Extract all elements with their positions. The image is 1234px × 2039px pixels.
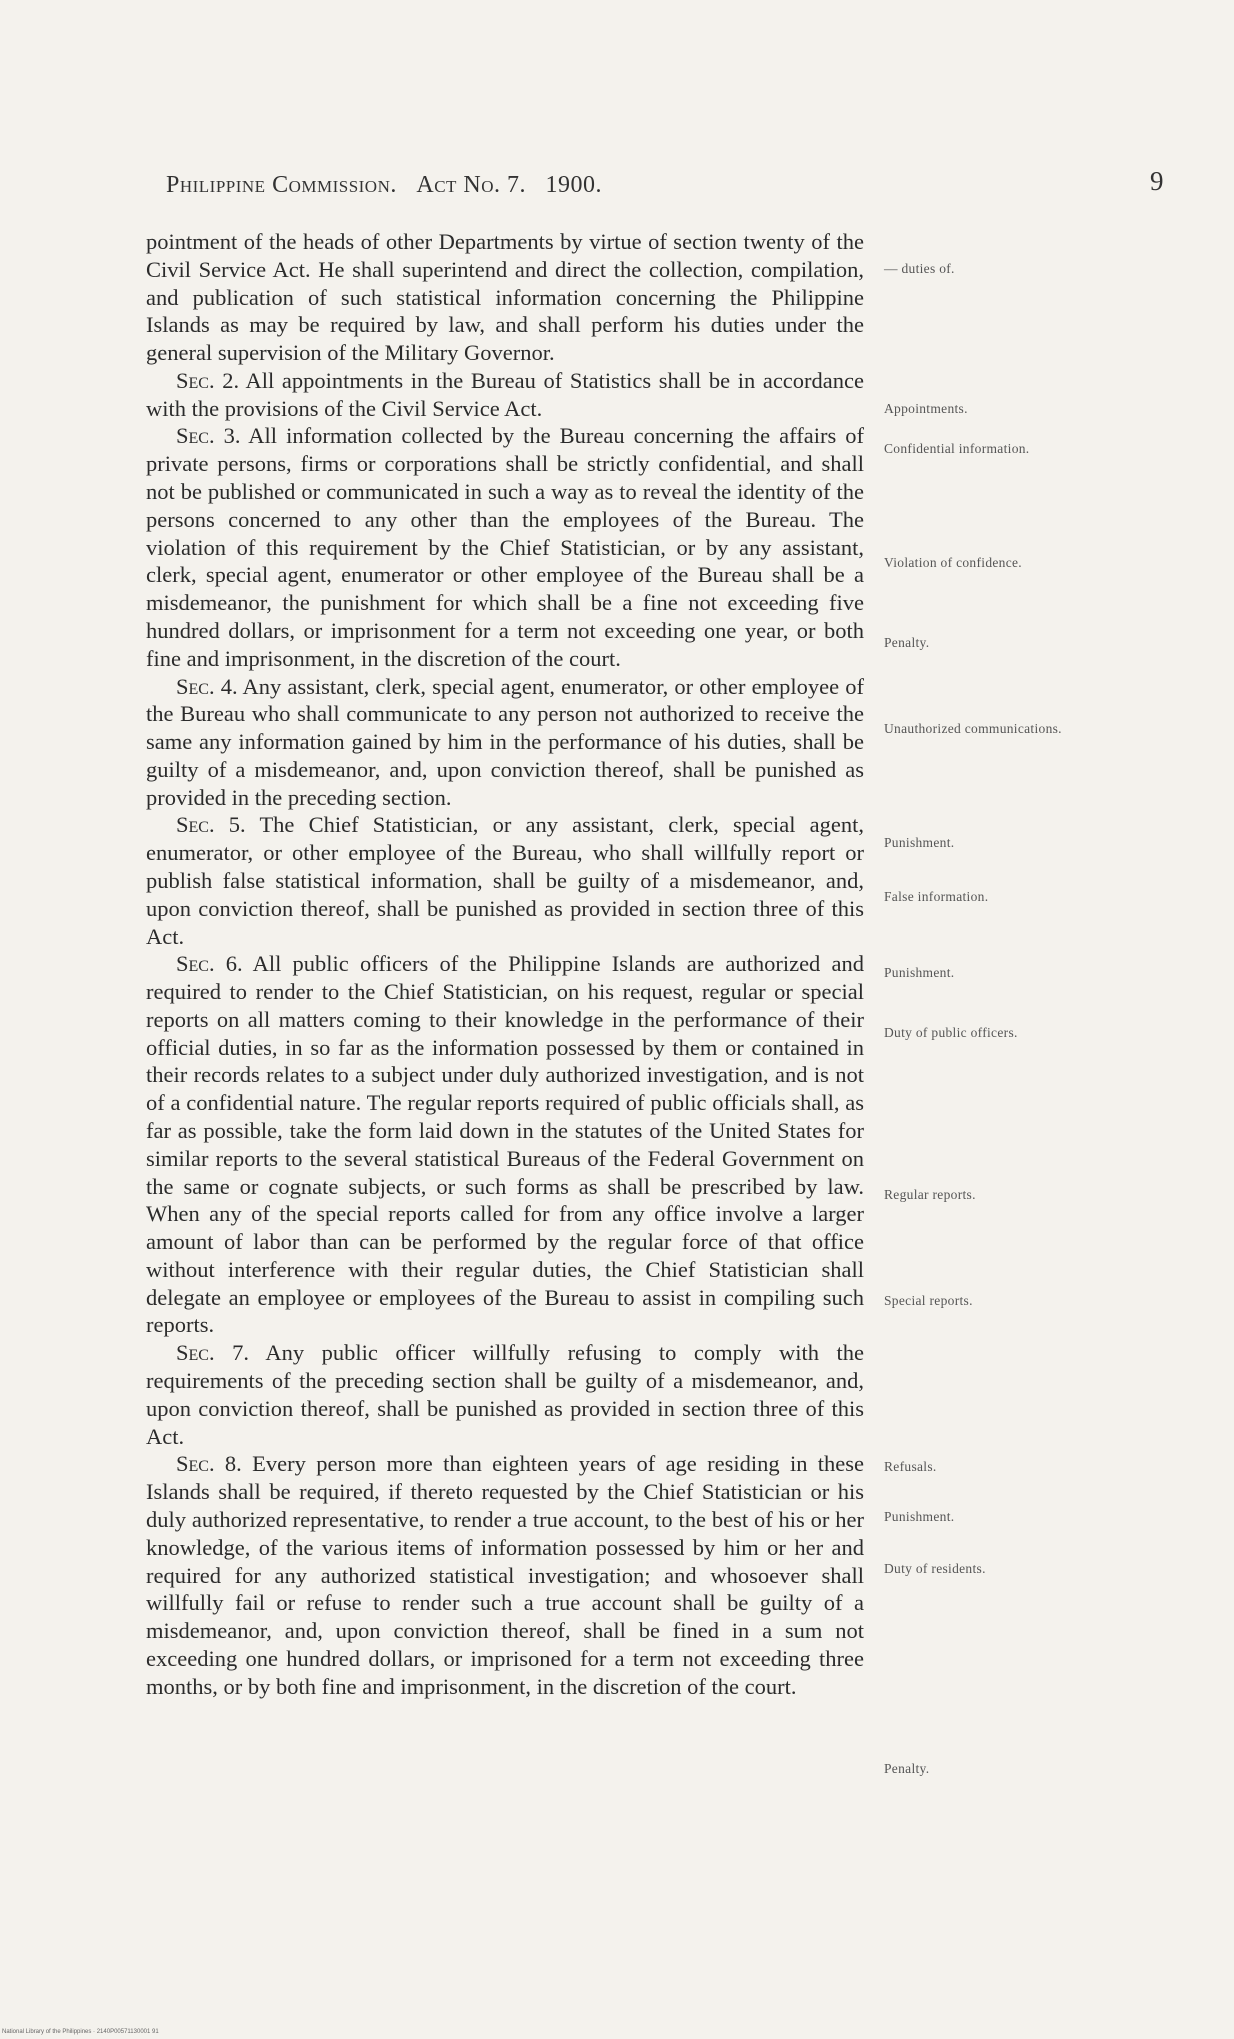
header-year: 1900. [545,172,603,198]
paragraph-text: All public officers of the Philippine Islands are authorized and required to render to the Chief Statistician, on his request, regular or special reports on all matters coming to their knowledge in the performance of their official duties, in so far as the information possessed by them or contained in their records relates to a subject under duly authorized investigation, and is not of a confidential nature. The regular reports required of public officials shall, as far as possible, take the form laid down in the statutes of the United States for similar reports to the several statistical Bureaus of the Federal Government on the same or cognate subjects, or such forms as shall be prescribed by law. When any of the special reports called for from any office involve a larger amount of labor than can be performed by the regular force of that office without interference with their regular duties, the Chief Statistician shall delegate an employee or employees of the Bureau to assist in compiling such reports. [146,951,864,1338]
paragraph-sec-7 [146,1339,864,1450]
section-label: Sec. 4. [176,673,238,699]
paragraph-text: Any public officer willfully refusing to comply with the requirements of the preceding section shall be guilty of a misdemeanor, and, upon conviction thereof, shall be punished as provided in section three of this Act. [146,1340,864,1449]
side-note-false-information: False information. [884,889,989,904]
header-commission: Philippine Commission. [166,172,397,198]
side-note-duty-officers: Duty of public officers. [884,1025,1018,1040]
section-label: Sec. 5. [176,812,246,838]
paragraph-text: All appointments in the Bureau of Statistics shall be in accordance with the provisions of the Civil Service Act. [146,367,864,421]
side-note-penalty: Penalty. [884,1761,930,1776]
side-note-punishment: Punishment. [884,965,955,980]
paragraph-sec-5 [146,811,864,950]
paragraph-text: All information collected by the Bureau concerning the affairs of private persons, firms or corporations shall be strictly confidential, and shall not be published or communicated in such a way as to reveal the identity of the persons concerned to any other than the employees of the Bureau. The violation of this requirement by the Chief Statistician, or by any assistant, clerk, special agent, enumerator or other employee of the Bureau shall be a misdemeanor, the punishment for which shall be a fine not exceeding five hundred dollars, or imprisonment for a term not exceeding one year, or both fine and imprisonment, in the discretion of the court. [146,423,864,671]
side-note-unauthorized: Unauthorized communications. [884,721,1062,736]
side-note-regular-reports: Regular reports. [884,1187,976,1202]
side-note-refusals: Refusals. [884,1459,937,1474]
paragraph-sec-3 [146,422,864,672]
footer-credit: National Library of the Philippines · 2140P00571130001 91 [2,2029,159,2035]
side-note-confidential: Confidential information. [884,441,1030,456]
side-note-special-reports: Special reports. [884,1293,973,1308]
paragraph-sec-2 [146,367,864,423]
side-note-punishment: Punishment. [884,1509,955,1524]
paragraph-sec-8 [146,1450,864,1700]
paragraph-sec-4 [146,673,864,812]
paragraph-text: The Chief Statistician, or any assistant, clerk, special agent, enumerator, or other employee of the Bureau, who shall willfully report or publish false statistical information, shall be guilty of a misdemeanor, and, upon conviction thereof, shall be punished as provided in section three of this Act. [146,812,865,949]
side-note-punishment: Punishment. [884,835,955,850]
section-label: Sec. 8. [176,1451,242,1477]
section-label: Sec. 7. [176,1340,250,1366]
page-number: 9 [1150,166,1164,196]
paragraph-text: Every person more than eighteen years of age residing in these Islands shall be required, if thereto requested by the Chief Statistician or his duly authorized representative, to render a true account, to the best of his or her knowledge, of the various items of information possessed by him or her and required for any authorized statistical investigation; and whosoever shall willfully fail or refuse to render such a true account shall be guilty of a misdemeanor, and, upon conviction thereof, shall be fined in a sum not exceeding one hundred dollars, or imprisoned for a term not exceeding three months, or by both fine and imprisonment, in the discretion of the court. [146,1451,865,1699]
side-note-duties: — duties of. [884,261,955,276]
header-act: Act No. 7. [416,172,527,198]
running-header [166,172,1066,199]
side-note-violation: Violation of confidence. [884,555,1022,570]
side-note-duty-residents: Duty of residents. [884,1561,986,1576]
side-note-appointments: Appointments. [884,401,968,416]
paragraph-text: Any assistant, clerk, special agent, enumerator, or other employee of the Bureau who shall communicate to any person not authorized to receive the same any information gained by him in the performance of his duties, shall be guilty of a misdemeanor, and, upon conviction thereof, shall be punished as provided in the preceding section. [146,673,864,810]
paragraph-continuation: pointment of the heads of other Departments by virtue of section twenty of the Civil Service Act. He shall superintend and direct the collection, compilation, and publication of such statistical information concerning the Philippine Islands as may be required by law, and shall perform his duties under the general supervision of the Military Governor. [146,229,864,366]
paragraph-sec-6 [146,950,864,1339]
side-note-penalty: Penalty. [884,635,930,650]
section-label: Sec. 6. [176,951,243,977]
section-label: Sec. 3. [176,423,241,449]
section-label: Sec. 2. [176,367,240,393]
body-text [146,228,864,1700]
